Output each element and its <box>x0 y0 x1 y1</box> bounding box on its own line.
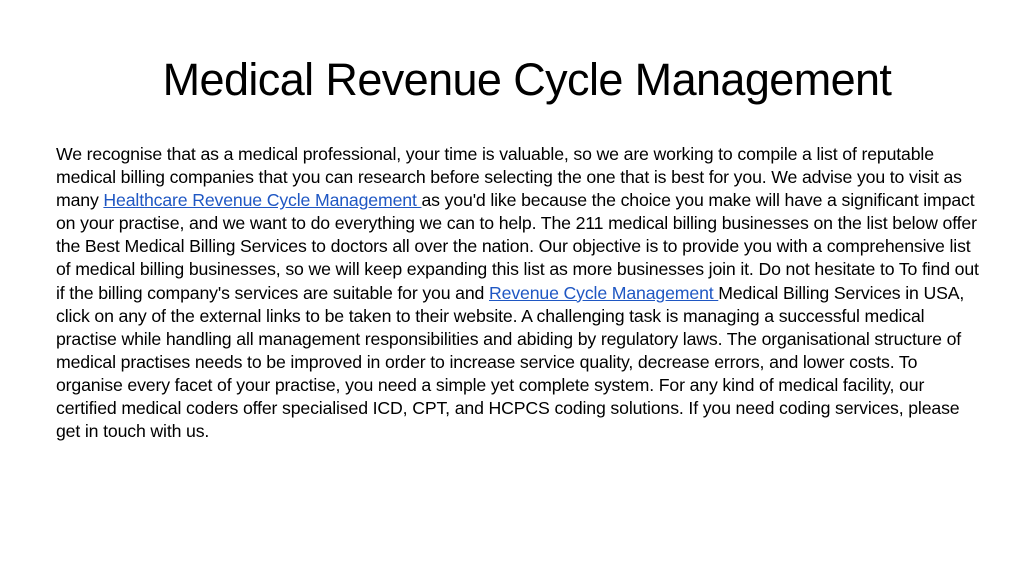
paragraph-text-part-3: Medical Billing Services in USA, click on any of the external links to be taken to their website. A challenging task is managing a successful medical practise while handling all management responsibilities and abiding by regulatory laws. The organisational structure of medical practises needs to be improved in order to increase service quality, decrease errors, and lower costs. To organise every facet of your practise, you need a simple yet complete system. For any kind of medical facility, our certified medical coders offer specialised ICD, CPT, and HCPCS coding solutions. If you need coding services, please get in touch with us. <box>56 282 965 442</box>
slide-title: Medical Revenue Cycle Management <box>162 54 892 105</box>
body-paragraph <box>56 143 981 443</box>
healthcare-revenue-cycle-management-link[interactable]: Healthcare Revenue Cycle Management <box>103 190 422 211</box>
revenue-cycle-management-link[interactable]: Revenue Cycle Management <box>489 282 719 303</box>
paragraph-text-part-1: We recognise that as a medical professional, your time is valuable, so we are working to compile a list of reputable medical billing companies that you can research before selecting the one that is best for you. We advise you to visit as many <box>56 144 962 211</box>
paragraph-text-part-2: as you'd like because the choice you make will have a significant impact on your practise, and we want to do everything we can to help. The 211 medical billing businesses on the list below offer the Best Medical Billing Services to doctors all over the nation. Our objective is to provide you with a comprehensive list of medical billing businesses, so we will keep expanding this list as more businesses join it. Do not hesitate to To find out if the billing company's services are suitable for you and <box>56 190 979 303</box>
